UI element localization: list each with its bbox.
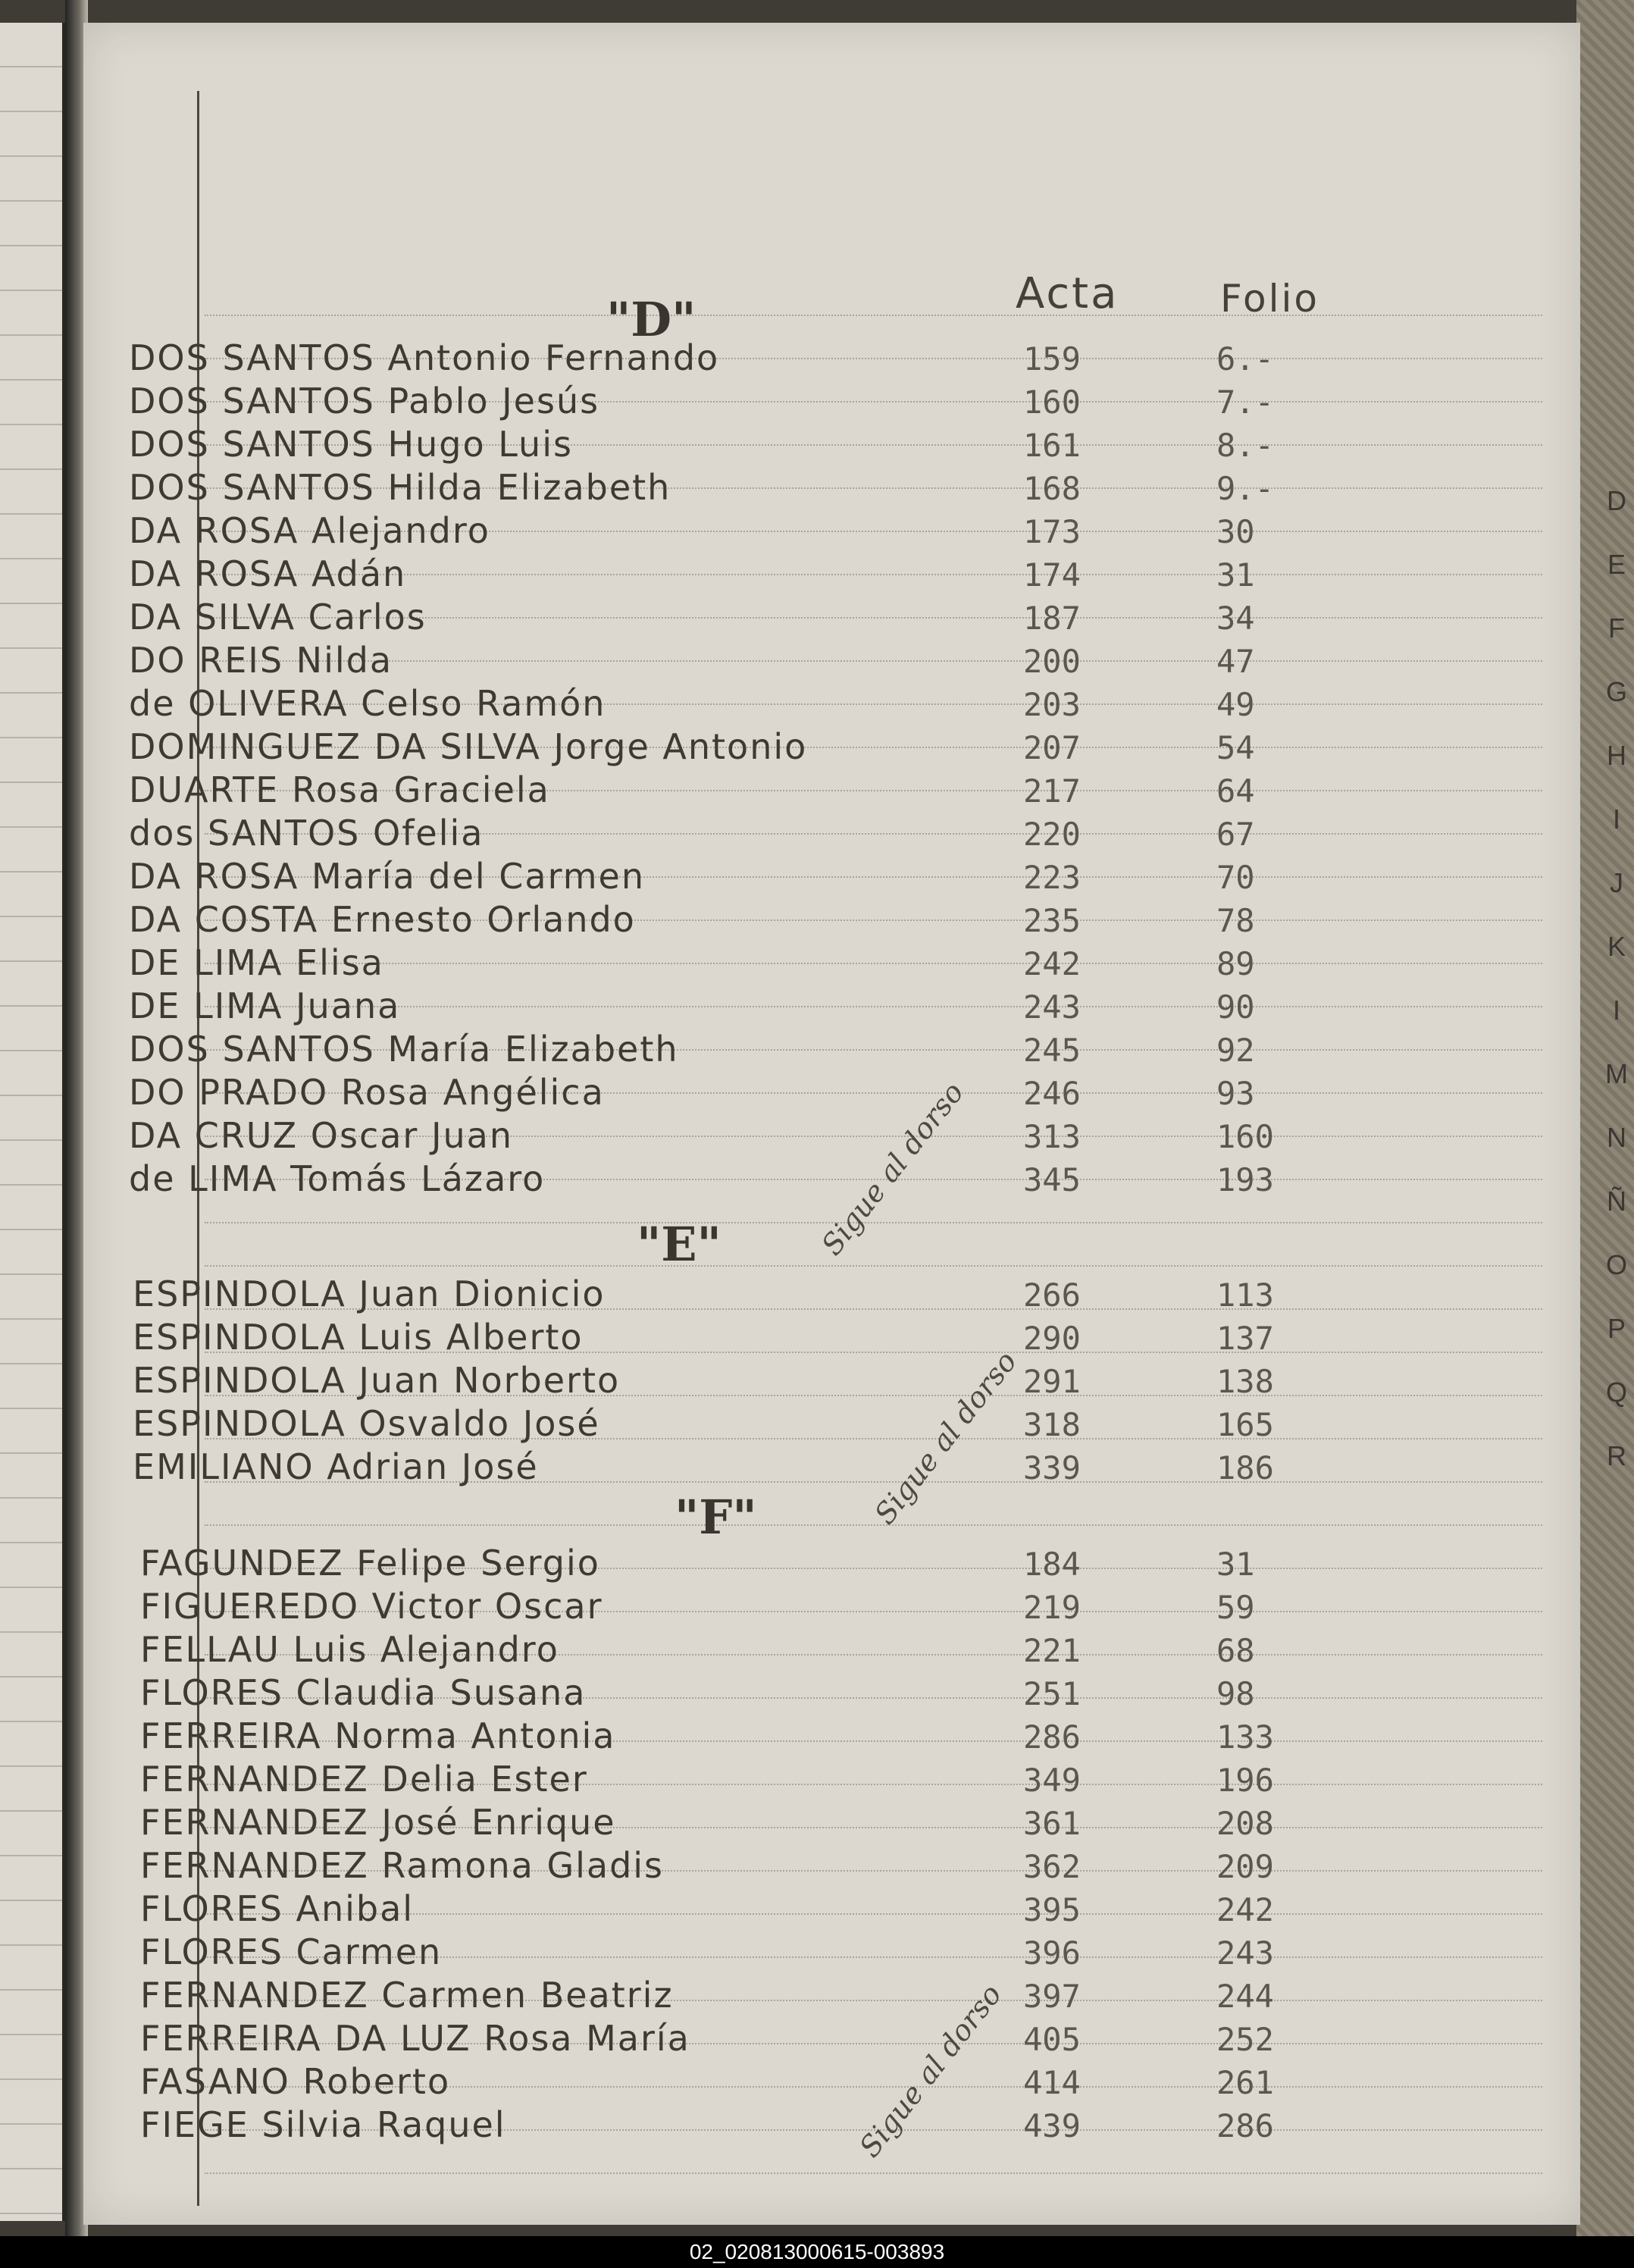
entry-folio: 92 (1216, 1032, 1255, 1069)
entry-acta: 339 (1023, 1449, 1081, 1486)
ledger-entry-row (83, 2018, 1448, 2060)
index-tab: N (1607, 1122, 1626, 1153)
entry-acta: 223 (1023, 859, 1081, 896)
entry-name: ESPINDOLA Osvaldo José (133, 1403, 600, 1444)
entry-name: FELLAU Luis Alejandro (140, 1629, 559, 1670)
ledger-entry-row (83, 2061, 1448, 2104)
entry-folio: 196 (1216, 1762, 1274, 1799)
ledger-entry-row (83, 424, 1448, 466)
entry-name: DOS SANTOS Pablo Jesús (129, 381, 600, 421)
entry-acta: 414 (1023, 2064, 1081, 2101)
entry-folio: 93 (1216, 1075, 1255, 1112)
ledger-entry-row (83, 726, 1448, 769)
entry-folio: 30 (1216, 513, 1255, 550)
index-tab: K (1607, 931, 1626, 962)
ledger-entry-row (83, 856, 1448, 898)
ledger-entry-row (83, 1586, 1448, 1628)
index-tab: G (1605, 676, 1627, 707)
section-letter: "E" (637, 1217, 722, 1272)
ledger-entry-row (83, 1446, 1448, 1489)
index-tab: D (1607, 485, 1626, 516)
entry-name: DOS SANTOS Antonio Fernando (129, 337, 720, 378)
ledger-entry-row (83, 1403, 1448, 1446)
acta-column-header: Acta (1016, 269, 1119, 318)
index-tab: Ñ (1607, 1186, 1626, 1217)
entry-acta: 243 (1023, 988, 1081, 1026)
folio-column-header: Folio (1220, 277, 1319, 321)
entry-folio: 160 (1216, 1118, 1274, 1155)
entry-acta: 187 (1023, 600, 1081, 637)
entry-name: ESPINDOLA Juan Norberto (133, 1360, 621, 1401)
entry-folio: 243 (1216, 1934, 1274, 1972)
ledger-entry-row (83, 1931, 1448, 1974)
ledger-entry-row (83, 640, 1448, 682)
entry-folio: 34 (1216, 600, 1255, 637)
entry-acta: 396 (1023, 1934, 1081, 1972)
index-tab: H (1607, 740, 1626, 771)
entry-name: FIGUEREDO Victor Oscar (140, 1586, 603, 1627)
ruled-line (205, 2172, 1542, 2174)
entry-acta: 203 (1023, 686, 1081, 723)
entry-folio: 113 (1216, 1277, 1274, 1314)
index-tab: F (1608, 612, 1625, 644)
ledger-entry-row (83, 1672, 1448, 1715)
entry-folio: 286 (1216, 2107, 1274, 2144)
entry-acta: 174 (1023, 556, 1081, 594)
ledger-entry-row (83, 683, 1448, 725)
entry-acta: 207 (1023, 729, 1081, 766)
continued-on-back-note: Sigue al dorso (853, 1978, 1009, 2163)
background-cloth (1576, 0, 1634, 2236)
index-tab: O (1605, 1249, 1627, 1280)
entry-acta: 251 (1023, 1675, 1081, 1712)
ledger-entry-row (83, 597, 1448, 639)
entry-folio: 7.- (1216, 384, 1274, 421)
continued-on-back-note: Sigue al dorso (868, 1345, 1024, 1530)
ledger-entry-row (83, 985, 1448, 1028)
entry-name: FERNANDEZ José Enrique (140, 1802, 616, 1843)
entry-folio: 67 (1216, 816, 1255, 853)
entry-acta: 159 (1023, 340, 1081, 377)
entry-folio: 59 (1216, 1589, 1255, 1626)
entry-name: de LIMA Tomás Lázaro (129, 1158, 546, 1199)
entry-folio: 64 (1216, 772, 1255, 810)
entry-name: DA SILVA Carlos (129, 597, 427, 637)
entry-name: DA COSTA Ernesto Orlando (129, 899, 636, 940)
continued-on-back-note: Sigue al dorso (815, 1076, 971, 1261)
entry-acta: 160 (1023, 384, 1081, 421)
ledger-entry-row (83, 942, 1448, 985)
entry-folio: 78 (1216, 902, 1255, 939)
index-tab: I (1612, 804, 1620, 835)
entry-folio: 49 (1216, 686, 1255, 723)
entry-acta: 361 (1023, 1805, 1081, 1842)
entry-acta: 291 (1023, 1363, 1081, 1400)
ledger-entry-row (83, 510, 1448, 553)
index-tab: R (1607, 1440, 1626, 1471)
ledger-entry-row (83, 1158, 1448, 1201)
ledger-entry-row (83, 899, 1448, 941)
entry-name: DA ROSA Adán (129, 553, 407, 594)
ledger-entry-row (83, 769, 1448, 812)
entry-acta: 242 (1023, 945, 1081, 982)
ledger-entry-row (83, 381, 1448, 423)
entry-name: dos SANTOS Ofelia (129, 813, 484, 854)
entry-acta: 220 (1023, 816, 1081, 853)
entry-folio: 244 (1216, 1978, 1274, 2015)
entry-name: EMILIANO Adrian José (133, 1446, 539, 1487)
entry-folio: 47 (1216, 643, 1255, 680)
ledger-entry-row (83, 1845, 1448, 1887)
entry-folio: 68 (1216, 1632, 1255, 1669)
entry-name: FLORES Carmen (140, 1931, 443, 1972)
index-tab: E (1607, 549, 1626, 580)
entry-folio: 90 (1216, 988, 1255, 1026)
entry-folio: 9.- (1216, 470, 1274, 507)
entry-acta: 286 (1023, 1718, 1081, 1756)
entry-acta: 221 (1023, 1632, 1081, 1669)
entry-acta: 219 (1023, 1589, 1081, 1626)
ledger-entry-row (83, 2104, 1448, 2147)
ledger-entry-row (83, 337, 1448, 380)
entry-acta: 405 (1023, 2021, 1081, 2058)
entry-name: FLORES Anibal (140, 1888, 415, 1929)
entry-acta: 200 (1023, 643, 1081, 680)
entry-acta: 217 (1023, 772, 1081, 810)
ledger-entry-row (83, 1072, 1448, 1114)
entry-folio: 54 (1216, 729, 1255, 766)
entry-folio: 8.- (1216, 427, 1274, 464)
index-tab: I (1612, 995, 1620, 1026)
ruled-line (205, 1524, 1542, 1526)
entry-acta: 184 (1023, 1546, 1081, 1583)
entry-folio: 89 (1216, 945, 1255, 982)
ledger-entry-row (83, 553, 1448, 596)
ledger-page (83, 23, 1628, 2225)
entry-name: DA CRUZ Oscar Juan (129, 1115, 514, 1156)
entry-name: DO REIS Nilda (129, 640, 393, 681)
entry-name: FERNANDEZ Carmen Beatriz (140, 1975, 674, 2016)
entry-folio: 209 (1216, 1848, 1274, 1885)
entry-acta: 395 (1023, 1891, 1081, 1928)
entry-acta: 397 (1023, 1978, 1081, 2015)
entry-acta: 345 (1023, 1161, 1081, 1198)
entry-folio: 252 (1216, 2021, 1274, 2058)
entry-folio: 6.- (1216, 340, 1274, 377)
entry-acta: 318 (1023, 1406, 1081, 1443)
entry-folio: 208 (1216, 1805, 1274, 1842)
entry-name: de OLIVERA Celso Ramón (129, 683, 606, 724)
entry-name: DA ROSA Alejandro (129, 510, 490, 551)
entry-name: DE LIMA Juana (129, 985, 401, 1026)
entry-name: FIEGE Silvia Raquel (140, 2104, 506, 2145)
entry-folio: 137 (1216, 1320, 1274, 1357)
index-tab: M (1605, 1058, 1628, 1089)
ledger-entry-row (83, 1317, 1448, 1359)
entry-name: DOS SANTOS María Elizabeth (129, 1029, 679, 1070)
entry-folio: 261 (1216, 2064, 1274, 2101)
ledger-entry-row (83, 1759, 1448, 1801)
entry-name: FERREIRA DA LUZ Rosa María (140, 2018, 690, 2059)
entry-name: DUARTE Rosa Graciela (129, 769, 550, 810)
entry-folio: 98 (1216, 1675, 1255, 1712)
ledger-entry-row (83, 1715, 1448, 1758)
ruled-line (205, 1222, 1542, 1223)
entry-folio: 242 (1216, 1891, 1274, 1928)
entry-name: DO PRADO Rosa Angélica (129, 1072, 605, 1113)
ledger-entry-row (83, 1802, 1448, 1844)
entry-name: ESPINDOLA Juan Dionicio (133, 1273, 606, 1314)
entry-name: FERNANDEZ Delia Ester (140, 1759, 588, 1800)
ledger-entry-row (83, 1543, 1448, 1585)
entry-name: DA ROSA María del Carmen (129, 856, 645, 897)
ruled-line (205, 315, 1542, 316)
entry-folio: 31 (1216, 1546, 1255, 1583)
entry-name: FASANO Roberto (140, 2061, 451, 2102)
ledger-entry-row (83, 1029, 1448, 1071)
entry-name: DE LIMA Elisa (129, 942, 384, 983)
entry-acta: 290 (1023, 1320, 1081, 1357)
entry-name: ESPINDOLA Luis Alberto (133, 1317, 584, 1358)
index-tab: P (1607, 1313, 1626, 1344)
entry-folio: 31 (1216, 556, 1255, 594)
ledger-entry-row (83, 1360, 1448, 1402)
ruled-line (205, 1265, 1542, 1267)
ledger-entry-row (83, 1888, 1448, 1931)
entry-folio: 186 (1216, 1449, 1274, 1486)
entry-acta: 266 (1023, 1277, 1081, 1314)
entry-acta: 439 (1023, 2107, 1081, 2144)
entry-name: FAGUNDEZ Felipe Sergio (140, 1543, 600, 1584)
entry-acta: 161 (1023, 427, 1081, 464)
ledger-entry-row (83, 467, 1448, 509)
entry-folio: 138 (1216, 1363, 1274, 1400)
section-letter: "F" (675, 1490, 757, 1545)
entry-acta: 246 (1023, 1075, 1081, 1112)
entry-folio: 70 (1216, 859, 1255, 896)
left-page-edge (0, 23, 65, 2221)
entry-acta: 362 (1023, 1848, 1081, 1885)
entry-name: FLORES Claudia Susana (140, 1672, 587, 1713)
entry-name: FERNANDEZ Ramona Gladis (140, 1845, 665, 1886)
ledger-entry-row (83, 1273, 1448, 1316)
index-tab: J (1610, 867, 1623, 898)
image-id-footer: 02_020813000615-003893 (0, 2236, 1634, 2268)
entry-folio: 193 (1216, 1161, 1274, 1198)
entry-acta: 245 (1023, 1032, 1081, 1069)
index-tab: Q (1605, 1377, 1627, 1408)
entry-acta: 173 (1023, 513, 1081, 550)
entry-folio: 165 (1216, 1406, 1274, 1443)
ledger-entry-row (83, 813, 1448, 855)
entry-acta: 349 (1023, 1762, 1081, 1799)
entry-folio: 133 (1216, 1718, 1274, 1756)
ledger-entry-row (83, 1975, 1448, 2017)
ledger-entry-row (83, 1629, 1448, 1671)
section-letter: "D" (606, 292, 696, 347)
entry-name: FERREIRA Norma Antonia (140, 1715, 616, 1756)
entry-name: DOMINGUEZ DA SILVA Jorge Antonio (129, 726, 808, 767)
ledger-entry-row (83, 1115, 1448, 1157)
entry-acta: 235 (1023, 902, 1081, 939)
entry-name: DOS SANTOS Hugo Luis (129, 424, 573, 465)
entry-acta: 313 (1023, 1118, 1081, 1155)
entry-acta: 168 (1023, 470, 1081, 507)
entry-name: DOS SANTOS Hilda Elizabeth (129, 467, 671, 508)
